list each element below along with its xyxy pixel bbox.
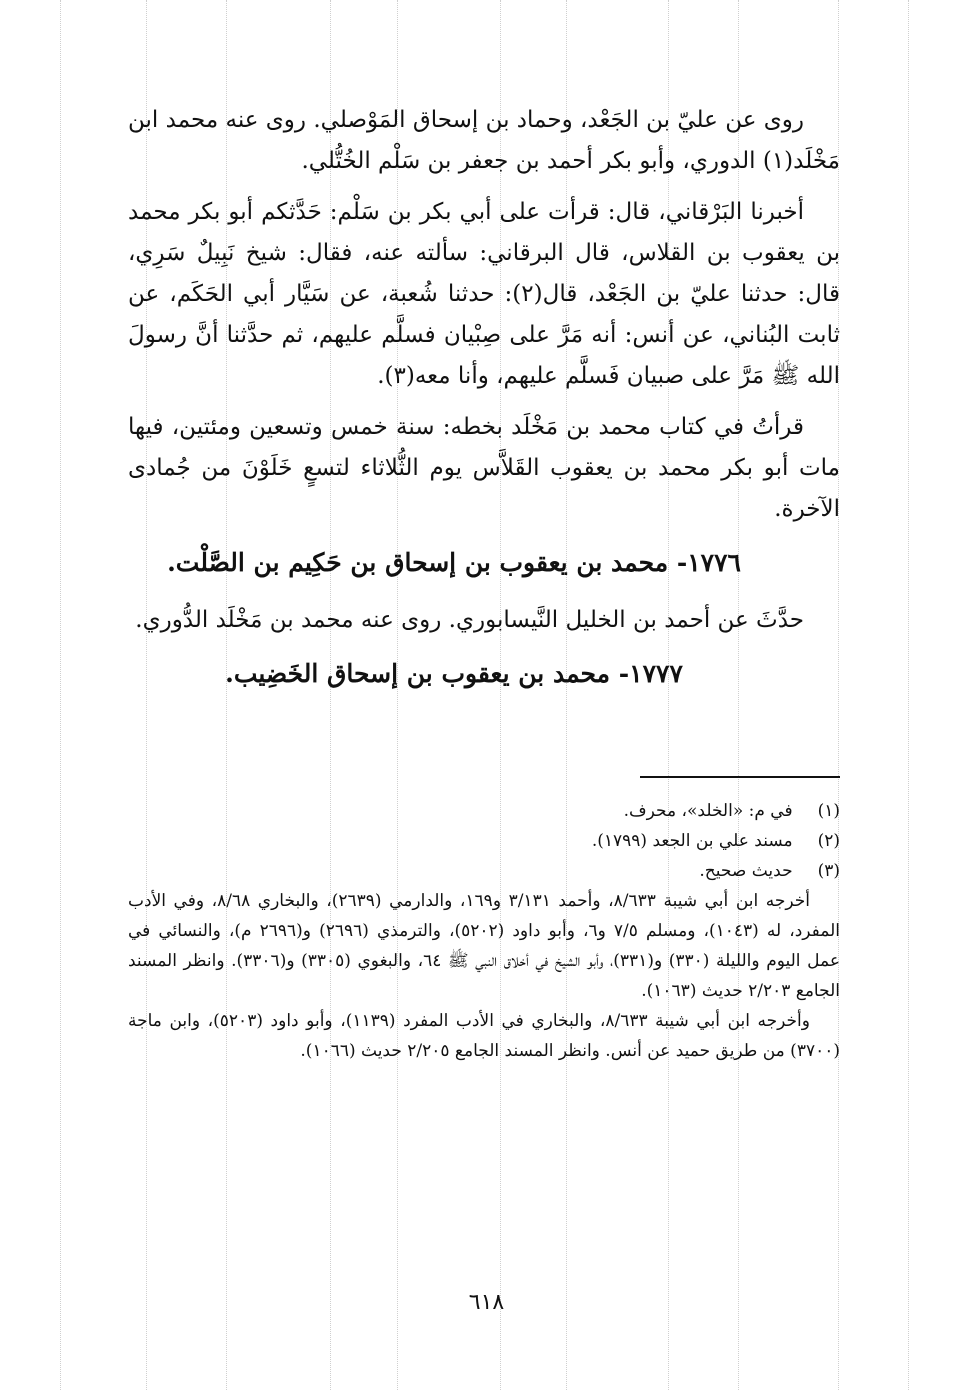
guide-line bbox=[908, 0, 909, 1390]
footnote-number: (١) bbox=[817, 801, 840, 821]
footnote-number: (٣) bbox=[817, 861, 840, 881]
paragraph: روى عن عليّ بن الجَعْد، وحماد بن إسحاق المَوْصلي. روى عنه محمد ابن مَخْلَد(١) الدوري، وأبو بكر أحمد بن جعفر بن سَلْم الخُتُّلي. bbox=[128, 107, 840, 174]
footnote-number: (٢) bbox=[817, 831, 840, 851]
paragraph: أخبرنا البَرْقاني، قال: قرأت على أبي بكر بن سَلْم: حَدَّثكم أبو بكر محمد بن يعقوب بن القلاس، قال البرقاني: سألته عنه، فقال: شيخ نَبِيلٌ سَرِي، قال: حدثنا عليّ بن الجَعْد، قال(٢): حدثنا شُعبة، عن سَيَّار أبي الحَكَم، عن ثابت البُناني، عن أنس: أنه مَرَّ على صِبْيان فسلَّم عليهم، ثم حدَّثنا أنَّ رسولَ الله ﷺ مَرَّ على صبيان فَسلَّم عليهم، وأنا معه(٣). bbox=[128, 199, 840, 389]
guide-line bbox=[60, 0, 61, 1390]
footnote-paragraph: وأخرجه ابن أبي شيبة ٨/٦٣٣، والبخاري في الأدب المفرد (١١٣٩)، وأبو داود (٥٢٠٣)، وابن ماجة (٣٧٠٠) من طريق حميد عن أنس. وانظر المسند الجامع ٢/٢٠٥ حديث (١٠٦٦). bbox=[128, 1011, 840, 1061]
footnote bbox=[128, 856, 840, 886]
footnote-text: حديث صحيح. bbox=[699, 861, 793, 881]
page-number: ٦١٨ bbox=[468, 1290, 505, 1315]
paragraph: قرأتُ في كتاب محمد بن مَخْلَد بخطه: سنة خمس وتسعين ومئتين، فيها مات أبو بكر محمد بن يعقوب القَلاَّس يوم الثُّلاثاء لتسعٍ خَلَوْنَ من جُمادى الآخرة. bbox=[128, 414, 840, 522]
entry-text-1776: حدَّثَ عن أحمد بن الخليل النَّيسابوري. روى عنه محمد بن مَخْلَد الدُّوري. bbox=[135, 607, 804, 633]
footnote-text: مسند علي بن الجعد (١٧٩٩). bbox=[591, 831, 793, 851]
footnote bbox=[128, 826, 840, 856]
footnotes bbox=[128, 796, 840, 1066]
entry-heading-1776: ١٧٧٦- محمد بن يعقوب بن إسحاق بن حَكِيم بن الصَّلْت. bbox=[167, 548, 741, 577]
footnote-divider bbox=[640, 776, 840, 778]
entry-heading-1777: ١٧٧٧- محمد بن يعقوب بن إسحاق الخَضِيب. bbox=[225, 659, 683, 688]
footnote bbox=[128, 796, 840, 826]
footnote-paragraph: أخرجه ابن أبي شيبة ٨/٦٣٣، وأحمد ٣/١٣١ و١٦٩، والدارمي (٢٦٣٩)، والبخاري ٨/٦٨، وفي الأدب المفرد، له (١٠٤٣)، ومسلم ٧/٥ و٦، وأبو داود (٥٢٠٢)، والترمذي (٢٦٩٦) و(٢٦٩٦ م)، والنسائي في عمل اليوم والليلة (٣٣٠) و(٣٣١)، وأبو الشيخ في أخلاق النبي ﷺ ٦٤، والبغوي (٣٣٠٥) و(٣٣٠٦). وانظر المسند الجامع ٢/٢٠٣ حديث (١٠٦٣). bbox=[128, 891, 840, 1001]
footnote-text: في م: «الخلد»، محرف. bbox=[623, 801, 793, 821]
main-text bbox=[128, 100, 840, 711]
